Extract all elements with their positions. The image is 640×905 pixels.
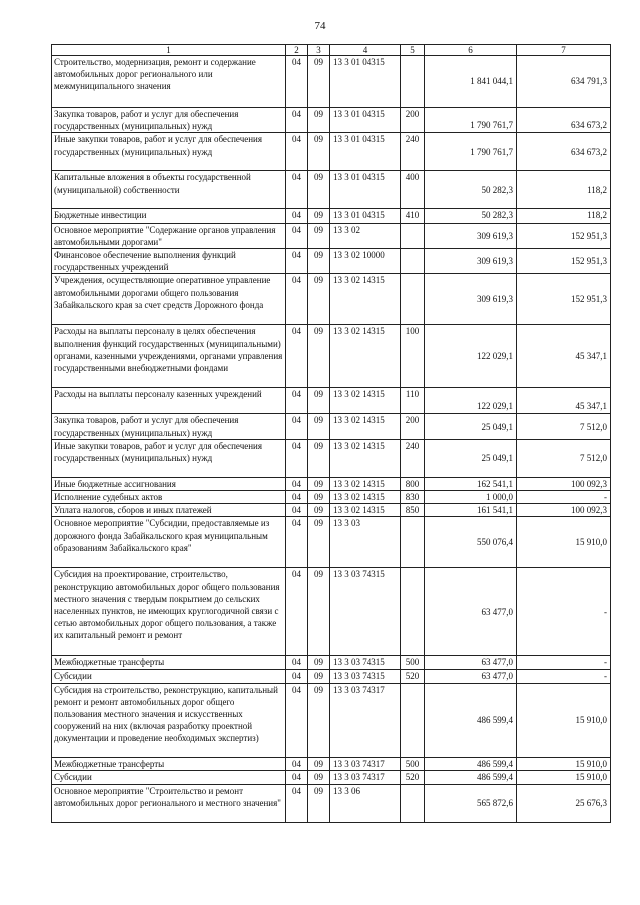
- section-code-cell: 04: [286, 133, 308, 171]
- amount-2-cell: 118,2: [517, 209, 611, 223]
- subsection-code-cell: 09: [308, 325, 330, 388]
- table-row: [52, 325, 611, 388]
- column-header: 2: [286, 45, 308, 56]
- amount-1-cell: 486 599,4: [425, 683, 517, 757]
- amount-1-cell: 122 029,1: [425, 388, 517, 414]
- subsection-code-cell: 09: [308, 171, 330, 209]
- expense-type-code-cell: 240: [401, 133, 425, 171]
- amount-1-cell: 1 790 761,7: [425, 133, 517, 171]
- amount-2-cell: 634 791,3: [517, 56, 611, 108]
- subsection-code-cell: 09: [308, 249, 330, 274]
- amount-2-cell: 152 951,3: [517, 223, 611, 248]
- row-name-cell: Закупка товаров, работ и услуг для обеспечения государственных (муниципальных) нужд: [52, 108, 286, 133]
- expense-type-code-cell: 410: [401, 209, 425, 223]
- column-header: 4: [330, 45, 401, 56]
- row-name-cell: Капитальные вложения в объекты государственной (муниципальной) собственности: [52, 171, 286, 209]
- section-code-cell: 04: [286, 414, 308, 439]
- table-row: [52, 171, 611, 209]
- amount-1-cell: 309 619,3: [425, 274, 517, 325]
- target-item-code-cell: 13 3 01 04315: [330, 108, 401, 133]
- table-row: [52, 491, 611, 504]
- target-item-code-cell: 13 3 01 04315: [330, 171, 401, 209]
- table-row: [52, 477, 611, 490]
- section-code-cell: 04: [286, 656, 308, 669]
- table-row: [52, 504, 611, 517]
- expense-type-code-cell: 520: [401, 770, 425, 784]
- subsection-code-cell: 09: [308, 491, 330, 504]
- section-code-cell: 04: [286, 770, 308, 784]
- column-header: 3: [308, 45, 330, 56]
- expense-type-code-cell: 500: [401, 656, 425, 669]
- expense-type-code-cell: 400: [401, 171, 425, 209]
- subsection-code-cell: 09: [308, 656, 330, 669]
- table-row: [52, 784, 611, 822]
- section-code-cell: 04: [286, 491, 308, 504]
- target-item-code-cell: 13 3 03 74315: [330, 656, 401, 669]
- row-name-cell: Закупка товаров, работ и услуг для обеспечения государственных (муниципальных) нужд: [52, 414, 286, 439]
- expense-type-code-cell: 200: [401, 414, 425, 439]
- target-item-code-cell: 13 3 02 14315: [330, 325, 401, 388]
- amount-2-cell: 45 347,1: [517, 388, 611, 414]
- section-code-cell: 04: [286, 568, 308, 656]
- row-name-cell: Основное мероприятие "Содержание органов управления автомобильными дорогами": [52, 223, 286, 248]
- target-item-code-cell: 13 3 02 14315: [330, 491, 401, 504]
- table-row: [52, 108, 611, 133]
- amount-2-cell: 15 910,0: [517, 757, 611, 770]
- table-row: [52, 770, 611, 784]
- subsection-code-cell: 09: [308, 517, 330, 568]
- section-code-cell: 04: [286, 56, 308, 108]
- target-item-code-cell: 13 3 01 04315: [330, 56, 401, 108]
- row-name-cell: Субсидия на проектирование, строительство, реконструкцию автомобильных дорог общего пользования местного значения с твердым покрытием до сельских населенных пунктов, не имеющих круглогодичной связи с сетью автомобильных дорог общего пользования, а также их капитальный ремонт и ремонт: [52, 568, 286, 656]
- table-row: [52, 669, 611, 683]
- amount-2-cell: 7 512,0: [517, 414, 611, 439]
- section-code-cell: 04: [286, 223, 308, 248]
- amount-2-cell: 15 910,0: [517, 683, 611, 757]
- table-row: [52, 133, 611, 171]
- target-item-code-cell: 13 3 03: [330, 517, 401, 568]
- target-item-code-cell: 13 3 02: [330, 223, 401, 248]
- subsection-code-cell: 09: [308, 669, 330, 683]
- amount-1-cell: 1 841 044,1: [425, 56, 517, 108]
- amount-1-cell: 25 049,1: [425, 439, 517, 477]
- expense-type-code-cell: 200: [401, 108, 425, 133]
- amount-1-cell: 309 619,3: [425, 249, 517, 274]
- amount-1-cell: 122 029,1: [425, 325, 517, 388]
- column-header: 7: [517, 45, 611, 56]
- expense-type-code-cell: [401, 683, 425, 757]
- table-row: [52, 223, 611, 248]
- table-row: [52, 388, 611, 414]
- expense-type-code-cell: 240: [401, 439, 425, 477]
- amount-1-cell: 162 541,1: [425, 477, 517, 490]
- section-code-cell: 04: [286, 249, 308, 274]
- amount-2-cell: 118,2: [517, 171, 611, 209]
- amount-1-cell: 25 049,1: [425, 414, 517, 439]
- amount-2-cell: 152 951,3: [517, 249, 611, 274]
- expense-type-code-cell: 520: [401, 669, 425, 683]
- subsection-code-cell: 09: [308, 133, 330, 171]
- amount-1-cell: 63 477,0: [425, 568, 517, 656]
- table-row: [52, 209, 611, 223]
- target-item-code-cell: 13 3 03 74317: [330, 683, 401, 757]
- amount-1-cell: 63 477,0: [425, 669, 517, 683]
- table-row: [52, 249, 611, 274]
- subsection-code-cell: 09: [308, 108, 330, 133]
- subsection-code-cell: 09: [308, 439, 330, 477]
- section-code-cell: 04: [286, 504, 308, 517]
- amount-1-cell: 50 282,3: [425, 171, 517, 209]
- subsection-code-cell: 09: [308, 568, 330, 656]
- expense-type-code-cell: [401, 517, 425, 568]
- table-row: [52, 274, 611, 325]
- amount-2-cell: 634 673,2: [517, 133, 611, 171]
- table-row: [52, 683, 611, 757]
- amount-2-cell: 152 951,3: [517, 274, 611, 325]
- subsection-code-cell: 09: [308, 388, 330, 414]
- expense-type-code-cell: 850: [401, 504, 425, 517]
- table-row: [52, 517, 611, 568]
- amount-2-cell: -: [517, 568, 611, 656]
- table-row: [52, 56, 611, 108]
- row-name-cell: Финансовое обеспечение выполнения функций государственных учреждений: [52, 249, 286, 274]
- section-code-cell: 04: [286, 274, 308, 325]
- column-header: 5: [401, 45, 425, 56]
- amount-1-cell: 550 076,4: [425, 517, 517, 568]
- section-code-cell: 04: [286, 477, 308, 490]
- row-name-cell: Бюджетные инвестиции: [52, 209, 286, 223]
- target-item-code-cell: 13 3 01 04315: [330, 133, 401, 171]
- row-name-cell: Субсидии: [52, 770, 286, 784]
- amount-1-cell: 50 282,3: [425, 209, 517, 223]
- section-code-cell: 04: [286, 683, 308, 757]
- row-name-cell: Исполнение судебных актов: [52, 491, 286, 504]
- subsection-code-cell: 09: [308, 274, 330, 325]
- amount-2-cell: 7 512,0: [517, 439, 611, 477]
- subsection-code-cell: 09: [308, 477, 330, 490]
- expense-type-code-cell: [401, 249, 425, 274]
- amount-2-cell: 15 910,0: [517, 770, 611, 784]
- page-number: 74: [314, 20, 326, 32]
- row-name-cell: Межбюджетные трансферты: [52, 757, 286, 770]
- table-body: [52, 56, 611, 823]
- amount-1-cell: 1 790 761,7: [425, 108, 517, 133]
- column-header: 6: [425, 45, 517, 56]
- row-name-cell: Иные бюджетные ассигнования: [52, 477, 286, 490]
- expense-type-code-cell: [401, 784, 425, 822]
- expense-type-code-cell: [401, 56, 425, 108]
- expense-type-code-cell: [401, 274, 425, 325]
- target-item-code-cell: 13 3 02 14315: [330, 414, 401, 439]
- subsection-code-cell: 09: [308, 770, 330, 784]
- target-item-code-cell: 13 3 03 74317: [330, 757, 401, 770]
- expense-type-code-cell: 100: [401, 325, 425, 388]
- target-item-code-cell: 13 3 02 14315: [330, 388, 401, 414]
- table-row: [52, 757, 611, 770]
- amount-2-cell: 15 910,0: [517, 517, 611, 568]
- row-name-cell: Учреждения, осуществляющие оперативное управление автомобильными дорогами общего пользования Забайкальского края за счет средств Дорожного фонда: [52, 274, 286, 325]
- section-code-cell: 04: [286, 784, 308, 822]
- amount-1-cell: 486 599,4: [425, 770, 517, 784]
- amount-2-cell: -: [517, 669, 611, 683]
- amount-1-cell: 63 477,0: [425, 656, 517, 669]
- table-row: [52, 439, 611, 477]
- subsection-code-cell: 09: [308, 223, 330, 248]
- section-code-cell: 04: [286, 669, 308, 683]
- amount-2-cell: 100 092,3: [517, 504, 611, 517]
- row-name-cell: Субсидия на строительство, реконструкцию, капитальный ремонт и ремонт автомобильных дорог общего пользования местного значения и искусственных сооружений на них (включая разработку проектной документации и проведение необходимых экспертиз): [52, 683, 286, 757]
- subsection-code-cell: 09: [308, 784, 330, 822]
- amount-2-cell: 45 347,1: [517, 325, 611, 388]
- table-row: [52, 568, 611, 656]
- row-name-cell: Иные закупки товаров, работ и услуг для обеспечения государственных (муниципальных) нужд: [52, 439, 286, 477]
- table-header-row: [52, 45, 611, 56]
- amount-2-cell: -: [517, 491, 611, 504]
- expense-type-code-cell: 830: [401, 491, 425, 504]
- amount-2-cell: 634 673,2: [517, 108, 611, 133]
- subsection-code-cell: 09: [308, 504, 330, 517]
- target-item-code-cell: 13 3 02 14315: [330, 439, 401, 477]
- column-header: 1: [52, 45, 286, 56]
- amount-1-cell: 309 619,3: [425, 223, 517, 248]
- target-item-code-cell: 13 3 03 74317: [330, 770, 401, 784]
- target-item-code-cell: 13 3 02 14315: [330, 477, 401, 490]
- amount-2-cell: -: [517, 656, 611, 669]
- budget-table: [51, 44, 611, 823]
- row-name-cell: Расходы на выплаты персоналу в целях обеспечения выполнения функций государственных (муниципальными) органами, казенными учреждениями, органами управления государственными внебюджетными фондами: [52, 325, 286, 388]
- table-row: [52, 414, 611, 439]
- section-code-cell: 04: [286, 325, 308, 388]
- amount-2-cell: 100 092,3: [517, 477, 611, 490]
- subsection-code-cell: 09: [308, 757, 330, 770]
- row-name-cell: Основное мероприятие "Субсидии, предоставляемые из дорожного фонда Забайкальского края муниципальным образованиям Забайкальского края": [52, 517, 286, 568]
- section-code-cell: 04: [286, 517, 308, 568]
- row-name-cell: Расходы на выплаты персоналу казенных учреждений: [52, 388, 286, 414]
- row-name-cell: Основное мероприятие "Строительство и ремонт автомобильных дорог регионального и местного значения": [52, 784, 286, 822]
- target-item-code-cell: 13 3 03 74315: [330, 568, 401, 656]
- expense-type-code-cell: [401, 223, 425, 248]
- expense-type-code-cell: 500: [401, 757, 425, 770]
- table-row: [52, 656, 611, 669]
- row-name-cell: Иные закупки товаров, работ и услуг для обеспечения государственных (муниципальных) нужд: [52, 133, 286, 171]
- target-item-code-cell: 13 3 02 14315: [330, 504, 401, 517]
- subsection-code-cell: 09: [308, 414, 330, 439]
- target-item-code-cell: 13 3 06: [330, 784, 401, 822]
- subsection-code-cell: 09: [308, 683, 330, 757]
- subsection-code-cell: 09: [308, 209, 330, 223]
- row-name-cell: Уплата налогов, сборов и иных платежей: [52, 504, 286, 517]
- section-code-cell: 04: [286, 439, 308, 477]
- section-code-cell: 04: [286, 388, 308, 414]
- target-item-code-cell: 13 3 03 74315: [330, 669, 401, 683]
- expense-type-code-cell: [401, 568, 425, 656]
- row-name-cell: Строительство, модернизация, ремонт и содержание автомобильных дорог регионального или межмуниципального значения: [52, 56, 286, 108]
- subsection-code-cell: 09: [308, 56, 330, 108]
- amount-1-cell: 565 872,6: [425, 784, 517, 822]
- row-name-cell: Межбюджетные трансферты: [52, 656, 286, 669]
- expense-type-code-cell: 110: [401, 388, 425, 414]
- target-item-code-cell: 13 3 02 10000: [330, 249, 401, 274]
- section-code-cell: 04: [286, 171, 308, 209]
- amount-1-cell: 486 599,4: [425, 757, 517, 770]
- amount-1-cell: 1 000,0: [425, 491, 517, 504]
- expense-type-code-cell: 800: [401, 477, 425, 490]
- amount-1-cell: 161 541,1: [425, 504, 517, 517]
- section-code-cell: 04: [286, 209, 308, 223]
- section-code-cell: 04: [286, 757, 308, 770]
- target-item-code-cell: 13 3 01 04315: [330, 209, 401, 223]
- target-item-code-cell: 13 3 02 14315: [330, 274, 401, 325]
- amount-2-cell: 25 676,3: [517, 784, 611, 822]
- section-code-cell: 04: [286, 108, 308, 133]
- row-name-cell: Субсидии: [52, 669, 286, 683]
